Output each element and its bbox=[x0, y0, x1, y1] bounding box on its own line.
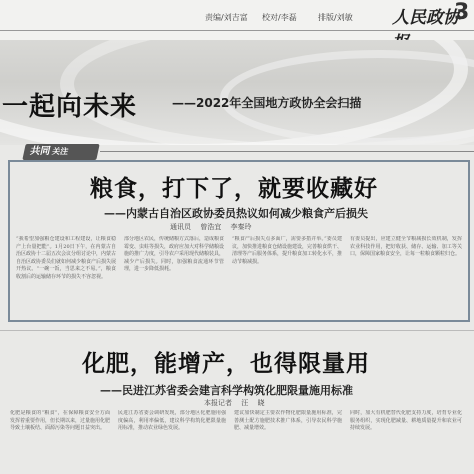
banner-subtitle: ——2022年全国地方政协全会扫描 bbox=[172, 96, 362, 110]
article1-byline: 通讯员 曾浩宜 李秦玲 bbox=[170, 223, 252, 231]
layout-credit: 排版/刘敏 bbox=[318, 13, 353, 22]
section-tag bbox=[22, 144, 99, 160]
banner-title: 一起向未来 bbox=[2, 92, 138, 122]
article2-column-1: 化肥是粮食的“粮食”，在保障粮食安全方面发挥着重要作用，但长期以来，过量施用化肥导致土壤板结、面源污染等问题日益突出。 bbox=[10, 410, 110, 432]
article2-headline: 化肥，能增产，也得限量用 bbox=[82, 350, 370, 377]
article1-column-2: 部分地区农民，传统储粮方式落后，造成粮食霉变、虫蛀等损失，政府应加大对科学储粮设施的推广力度，引导农户采用现代储粮装具，减少产后损失。同时，加强粮食流通环节管理，进一步降低损耗。 bbox=[124, 236, 224, 273]
article2-byline: 本报记者 汪 晓 bbox=[204, 399, 265, 407]
article2-subheadline: ——民进江苏省委会建言科学构筑化肥限量施用标准 bbox=[100, 384, 353, 397]
page-number: 3 bbox=[454, 0, 470, 25]
article2-column-4: 同时，加大有机肥替代化肥支持力度，培育专业化服务组织，实现化肥减量、耕地质量提升和农业可持续发展。 bbox=[350, 410, 462, 432]
editor-credit: 责编/刘吉富 bbox=[205, 13, 248, 22]
proofreader-credit: 校对/李磊 bbox=[262, 13, 297, 22]
newspaper-masthead: 人民政协 bbox=[392, 8, 460, 28]
article1-subheadline: ——内蒙古自治区政协委员热议如何减少粮食产后损失 bbox=[104, 207, 368, 220]
section-tag-part1: 共同 bbox=[28, 146, 52, 157]
section-tag-part2: 关注 bbox=[51, 147, 70, 156]
article2-column-2: 民进江苏省委会调研发现，部分地区化肥施用强度偏高，利用率偏低，建议科学构筑化肥限量施用标准，推动农业绿色发展。 bbox=[118, 410, 226, 432]
article-divider bbox=[0, 330, 474, 331]
article1-headline: 粮食，打下了，就要收藏好 bbox=[90, 175, 378, 202]
section-rule bbox=[100, 151, 474, 152]
article1-column-4: 有委员提出，应建立健全节粮减损长效机制，发挥农业科技作用，把好收获、储存、运输、加工等关口，保障国家粮食安全，让每一粒粮食颗粒归仓。 bbox=[350, 236, 462, 258]
article2-column-3: 建议加快制定主要农作物化肥限量施用标准，完善测土配方施肥技术推广体系，引导农民科学施肥、减量增效。 bbox=[234, 410, 342, 432]
article1-column-3: “粮食产后损失点多面广，需要多措并举。”委员建议，加快推进粮食仓储设施建设，完善粮食烘干、清理等产后服务体系，提升粮食加工转化水平，推动节粮减损。 bbox=[232, 236, 342, 265]
header-rule bbox=[0, 30, 474, 31]
article1-column-1: “我希望加强粮仓建设和工程建设，让粮食稳产上台量把能”。1月20日下午，在内蒙古自治区政协十二届五次会议分组讨论中，内蒙古自治区政协委员们就如何减少粮食产后损失展开热议。“一碗一饭，当思来之不易。”，粮食收割后的运输储存环节的损失不容忽视。 bbox=[16, 236, 116, 280]
